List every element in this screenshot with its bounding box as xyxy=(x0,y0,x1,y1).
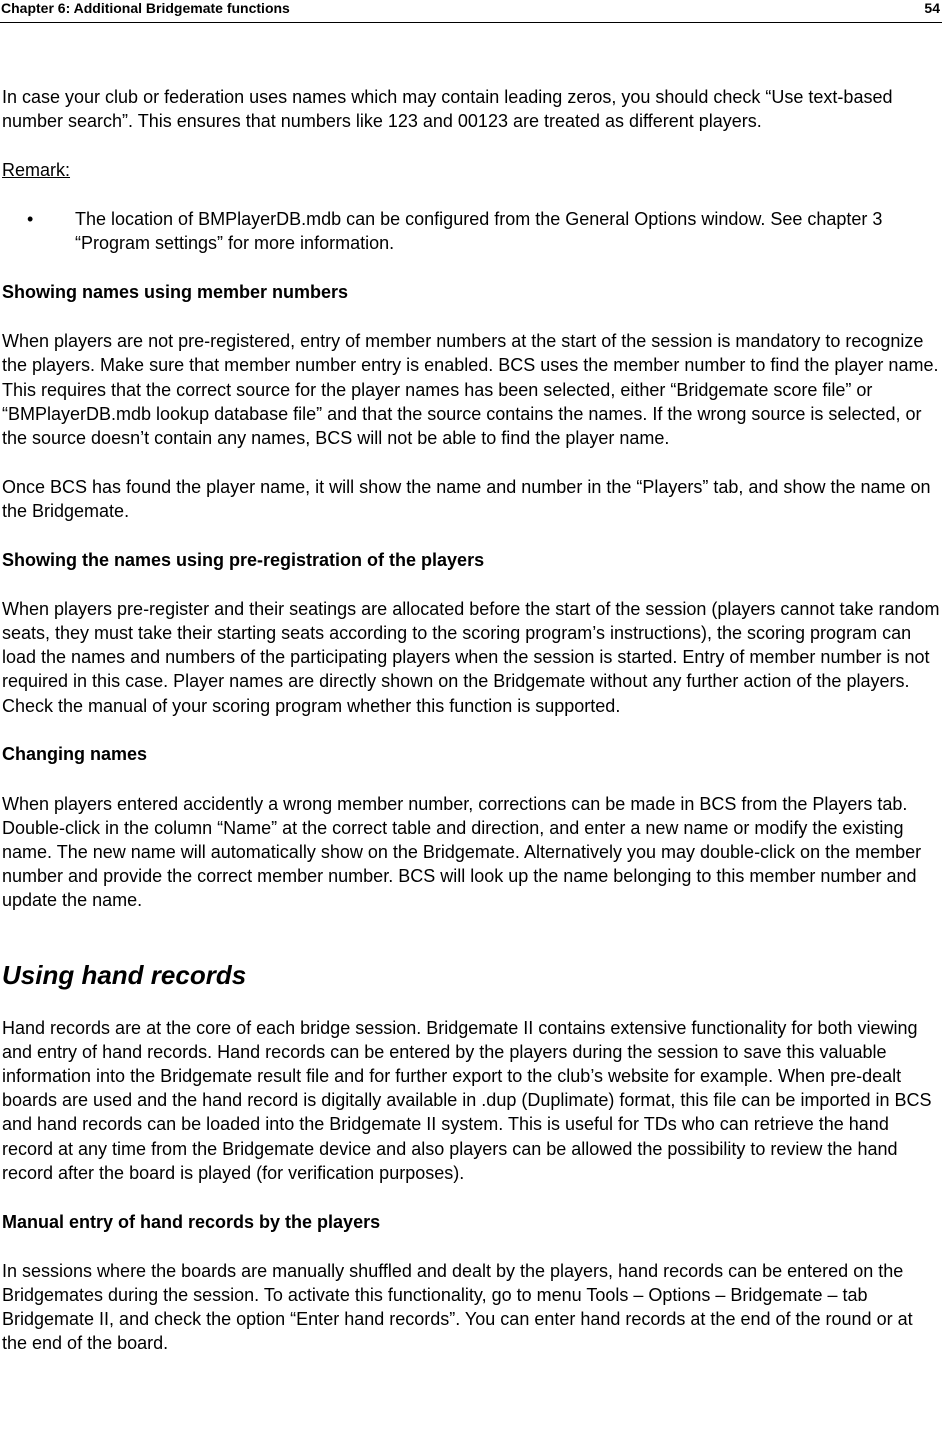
bullet-text: The location of BMPlayerDB.mdb can be configured from the General Options window. See chapter 3 “Program settings” for more information. xyxy=(75,209,883,254)
page-number: 54 xyxy=(924,0,940,16)
section-heading-hand-records: Using hand records xyxy=(2,959,247,990)
subheading-manual-entry: Manual entry of hand records by the players xyxy=(2,1211,381,1232)
subheading-pre-registration: Showing the names using pre-registration of the players xyxy=(2,549,485,570)
subheading-changing-names: Changing names xyxy=(2,744,148,765)
paragraph-number-search: In case your club or federation uses names which may contain leading zeros, you should check “Use text-based number search”. This ensures that numbers like 123 and 00123 are treated as different players. xyxy=(2,87,893,132)
paragraph-players-tab: Once BCS has found the player name, it will show the name and number in the “Players” tab, and show the name on the Bridgemate. xyxy=(2,476,931,521)
paragraph-manual-entry: In sessions where the boards are manually shuffled and dealt by the players, hand records can be entered on the Bridgemates during the session. To activate this functionality, go to menu Tools – Options – Bridgemate – tab Bridgemate II, and check the option “Enter hand records”. You can enter hand records at the end of the round or at the end of the board. xyxy=(2,1260,913,1354)
page-header xyxy=(0,0,942,23)
page-body xyxy=(2,85,942,1380)
bullet-item xyxy=(27,207,942,255)
chapter-title: Chapter 6: Additional Bridgemate functions xyxy=(1,0,290,16)
paragraph-changing-names: When players entered accidently a wrong member number, corrections can be made in BCS from the Players tab. Double-click in the column “Name” at the correct table and direction, and enter a new name or modify the existing name. The new name will automatically show on the Bridgemate. Alternatively you may double-click on the member number and provide the correct member number. BCS will look up the name belonging to this member number and update the name. xyxy=(2,793,922,911)
paragraph-pre-registration: When players pre-register and their seatings are allocated before the start of the session (players cannot take random seats, they must take their starting seats according to the scoring program’s instructions), the scoring program can load the names and numbers of the participating players when the session is started. Entry of member number is not required in this case. Player names are directly shown on the Bridgemate without any further action of the players. Check the manual of your scoring program whether this function is supported. xyxy=(2,598,940,716)
paragraph-hand-records: Hand records are at the core of each bridge session. Bridgemate II contains extensive functionality for both viewing and entry of hand records. Hand records can be entered by the players during the session to save this valuable information into the Bridgemate result file and for further export to the club’s website for example. When pre-dealt boards are used and the hand record is digitally available in .dup (Duplimate) format, this file can be imported in BCS and hand records can be loaded into the Bridgemate II system. This is useful for TDs who can retrieve the hand record at any time from the Bridgemate device and also players can be allowed the possibility to review the hand record after the board is played (for verification purposes). xyxy=(2,1017,932,1183)
remark-label: Remark: xyxy=(2,159,71,180)
subheading-member-numbers: Showing names using member numbers xyxy=(2,282,349,303)
bullet-icon: • xyxy=(27,209,34,230)
paragraph-member-numbers: When players are not pre-registered, entry of member numbers at the start of the session is mandatory to recognize the players. Make sure that member number entry is enabled. BCS uses the member number to find the player name. This requires that the correct source for the player names has been selected, either “Bridgemate score file” or “BMPlayerDB.mdb lookup database file” and that the source contains the names. If the wrong source is selected, or the source doesn’t contain any names, BCS will not be able to find the player name. xyxy=(2,331,939,449)
